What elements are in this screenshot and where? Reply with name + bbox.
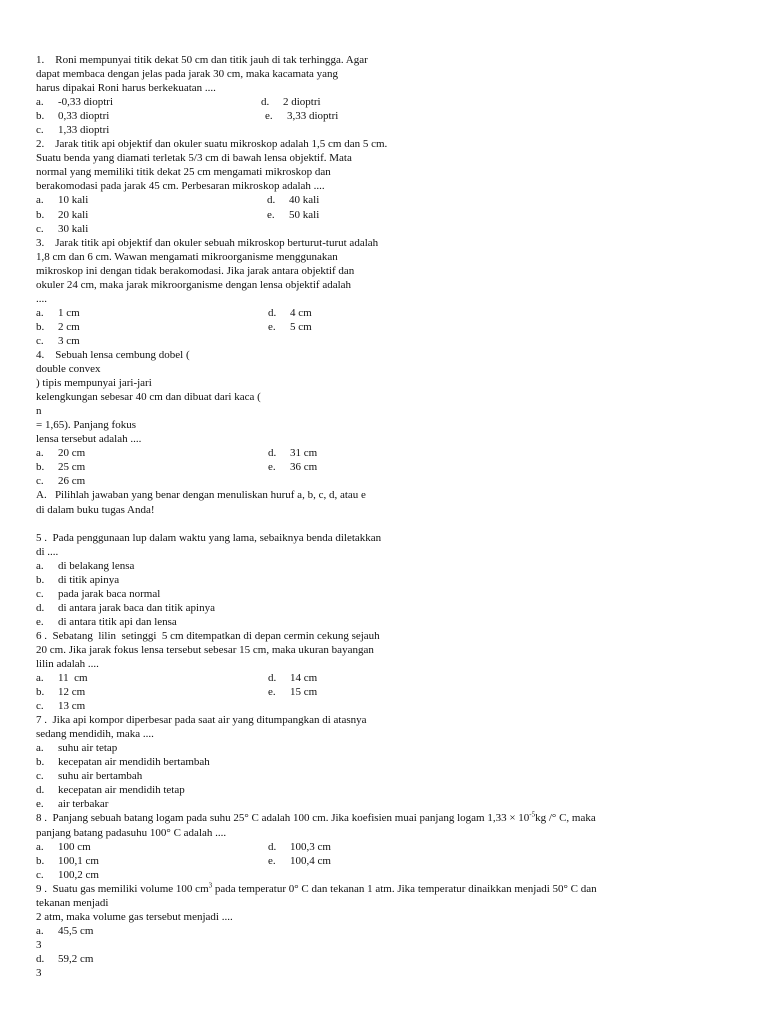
option-row	[36, 587, 736, 601]
option-row	[36, 615, 736, 629]
question-text: dapat membaca dengan jelas pada jarak 30 cm, maka kacamata yang	[36, 68, 339, 81]
option-row	[36, 840, 736, 854]
option-text: 36 cm	[290, 461, 318, 474]
question-3	[36, 236, 736, 348]
question-text-part: 9 . Suatu gas memiliki volume 100 cm	[36, 882, 209, 895]
option-key: b.	[36, 208, 45, 221]
option-row	[36, 193, 736, 207]
option-text: 11 cm	[58, 672, 88, 685]
option-row	[36, 306, 736, 320]
option-text: 10 kali	[58, 194, 89, 207]
question-text	[36, 811, 736, 825]
option-row	[36, 573, 736, 587]
option-text: 13 cm	[58, 700, 86, 713]
question-text: 1. Roni mempunyai titik dekat 50 cm dan titik jauh di tak terhingga. Agar	[36, 54, 368, 66]
option-row	[36, 334, 736, 348]
option-key: c.	[36, 587, 44, 600]
option-key: a.	[36, 559, 44, 572]
option-key: e.	[267, 208, 275, 221]
question-text: 2. Jarak titik api objektif dan okuler suatu mikroskop adalah 1,5 cm dan 5 cm.	[36, 138, 388, 151]
option-text: 5 cm	[290, 320, 312, 333]
question-text-part: pada temperatur 0° C dan tekanan 1 atm. Jika temperatur dinaikkan menjadi 50° C dan	[212, 882, 597, 895]
question-4	[36, 348, 736, 488]
option-text: pada jarak baca normal	[58, 587, 161, 600]
question-text: 7 . Jika api kompor diperbesar pada saat air yang ditumpangkan di atasnya	[36, 714, 367, 727]
question-text: okuler 24 cm, maka jarak mikroorganisme dengan lensa objektif adalah	[36, 278, 352, 291]
question-text: double convex	[36, 363, 101, 376]
option-row	[36, 222, 736, 236]
exponent: 3	[208, 881, 213, 890]
option-key: d.	[268, 840, 277, 853]
option-key: b.	[36, 854, 45, 867]
option-key: b.	[36, 573, 45, 586]
option-key: c.	[36, 124, 44, 137]
option-row	[36, 559, 736, 573]
option-key: a.	[36, 742, 44, 755]
option-text: kecepatan air mendidih tetap	[58, 784, 185, 797]
question-text: mikroskop ini dengan tidak berakomodasi. Jika jarak antara objektif dan	[36, 264, 355, 277]
option-key: e.	[268, 686, 276, 699]
option-key: c.	[36, 334, 44, 347]
instruction-text: di dalam buku tugas Anda!	[36, 503, 155, 516]
unit-exponent-line: 3	[36, 967, 42, 979]
question-text: 4. Sebuah lensa cembung dobel (	[36, 348, 190, 361]
option-row	[36, 446, 736, 460]
option-key: a.	[36, 840, 44, 853]
option-row	[36, 109, 736, 123]
option-row	[36, 685, 736, 699]
question-text: 2 atm, maka volume gas tersebut menjadi ....	[36, 910, 233, 923]
question-text: lilin adalah ....	[36, 657, 99, 670]
option-key: e.	[36, 798, 44, 811]
option-key: d.	[268, 306, 277, 319]
question-text: n	[36, 405, 42, 418]
option-row	[36, 741, 736, 755]
option-key: a.	[36, 96, 44, 109]
question-text-part: 8 . Panjang sebuah batang logam pada suhu 25° C adalah 100 cm. Jika koefisien muai panjang logam 1,33 × 10	[36, 812, 530, 825]
option-text: -0,33 dioptri	[58, 96, 113, 109]
option-key: d.	[268, 447, 277, 460]
question-text: 20 cm. Jika jarak fokus lensa tersebut sebesar 15 cm, maka ukuran bayangan	[36, 643, 374, 656]
option-text: 100,1 cm	[58, 854, 99, 867]
section-instruction	[36, 488, 736, 530]
option-key: c.	[36, 222, 44, 235]
option-key: a.	[36, 194, 44, 207]
option-text: 1 cm	[58, 306, 80, 319]
option-text: 100,4 cm	[290, 854, 331, 867]
option-row	[36, 854, 736, 868]
option-row	[36, 474, 736, 488]
option-key: e.	[268, 854, 276, 867]
option-text: 30 kali	[58, 222, 89, 235]
option-row	[36, 868, 736, 882]
option-text: 59,2 cm	[58, 952, 94, 965]
option-text: 100,3 cm	[290, 840, 331, 853]
option-row	[36, 601, 736, 615]
option-text: suhu air bertambah	[58, 770, 143, 783]
option-key: e.	[268, 461, 276, 474]
option-key: a.	[36, 306, 44, 319]
option-key: d.	[267, 194, 276, 207]
question-8	[36, 811, 736, 881]
option-text: di antara jarak baca dan titik apinya	[58, 601, 215, 614]
question-5	[36, 531, 736, 629]
option-key: e.	[36, 615, 44, 628]
option-key: b.	[36, 756, 45, 769]
option-text: 40 kali	[289, 194, 320, 207]
option-key: d.	[268, 672, 277, 685]
option-text: 2 cm	[58, 320, 80, 333]
option-row	[36, 123, 736, 137]
option-text: 3,33 dioptri	[287, 110, 339, 123]
option-text: 100 cm	[58, 840, 91, 853]
question-text: normal yang memiliki titik dekat 25 cm mengamati mikroskop dan	[36, 166, 331, 179]
option-text: di titik apinya	[58, 573, 120, 586]
option-key: c.	[36, 868, 44, 881]
option-text: 20 cm	[58, 447, 86, 460]
option-text: 45,5 cm	[58, 924, 94, 937]
question-text: = 1,65). Panjang fokus	[36, 419, 136, 432]
option-text: 26 cm	[58, 475, 86, 488]
option-text: 4 cm	[290, 306, 312, 319]
option-key: d.	[36, 601, 45, 614]
option-key: a.	[36, 447, 44, 460]
question-text: Suatu benda yang diamati terletak 5/3 cm di bawah lensa objektif. Mata	[36, 152, 352, 165]
question-text: berakomodasi pada jarak 45 cm. Perbesaran mikroskop adalah ....	[36, 180, 325, 193]
option-row	[36, 755, 736, 769]
option-text: suhu air tetap	[58, 742, 118, 755]
question-text: ) tipis mempunyai jari-jari	[36, 377, 152, 390]
option-text: air terbakar	[58, 798, 109, 811]
option-text: 1,33 dioptri	[58, 124, 110, 137]
option-key: b.	[36, 461, 45, 474]
question-9	[36, 882, 736, 980]
question-6	[36, 629, 736, 713]
option-text: 50 kali	[289, 208, 320, 221]
option-key: d.	[36, 952, 45, 965]
spacer	[36, 517, 736, 531]
question-text: lensa tersebut adalah ....	[36, 433, 142, 446]
option-row	[36, 924, 736, 938]
option-row	[36, 460, 736, 474]
question-7	[36, 713, 736, 811]
option-row	[36, 769, 736, 783]
question-text: 1,8 cm dan 6 cm. Wawan mengamati mikroorganisme menggunakan	[36, 250, 338, 263]
question-text: kelengkungan sebesar 40 cm dan dibuat dari kaca (	[36, 391, 261, 404]
option-key: c.	[36, 475, 44, 488]
option-row	[36, 699, 736, 713]
option-key: e.	[265, 110, 273, 123]
question-text: 5 . Pada penggunaan lup dalam waktu yang lama, sebaiknya benda diletakkan	[36, 531, 382, 544]
option-key: a.	[36, 672, 44, 685]
option-key: c.	[36, 770, 44, 783]
option-key: a.	[36, 924, 44, 937]
option-row	[36, 952, 736, 966]
question-text: ....	[36, 292, 47, 305]
question-text: 6 . Sebatang lilin setinggi 5 cm ditempatkan di depan cermin cekung sejauh	[36, 629, 380, 642]
option-key: d.	[36, 784, 45, 797]
question-text: tekanan menjadi	[36, 896, 109, 909]
option-text: 100,2 cm	[58, 868, 99, 881]
option-key: b.	[36, 320, 45, 333]
option-key: b.	[36, 686, 45, 699]
option-text: 31 cm	[290, 447, 318, 460]
option-text: 2 dioptri	[283, 96, 321, 109]
question-text: sedang mendidih, maka ....	[36, 728, 154, 741]
option-row	[36, 320, 736, 334]
question-2	[36, 137, 736, 235]
question-text-part: kg /° C, maka	[535, 812, 596, 825]
instruction-text: A. Pilihlah jawaban yang benar dengan menuliskan huruf a, b, c, d, atau e	[36, 489, 366, 502]
option-key: e.	[268, 320, 276, 333]
option-row	[36, 671, 736, 685]
option-text: 14 cm	[290, 672, 318, 685]
option-row	[36, 783, 736, 797]
question-text	[36, 882, 736, 896]
option-text: 15 cm	[290, 686, 318, 699]
option-text: 3 cm	[58, 334, 80, 347]
question-text: panjang batang padasuhu 100° C adalah ....	[36, 826, 227, 839]
option-key: d.	[261, 96, 270, 109]
option-text: kecepatan air mendidih bertambah	[58, 756, 210, 769]
option-key: c.	[36, 700, 44, 713]
question-1	[36, 53, 736, 137]
option-row	[36, 95, 736, 109]
option-text: 25 cm	[58, 461, 86, 474]
option-text: di antara titik api dan lensa	[58, 615, 177, 628]
option-key: b.	[36, 110, 45, 123]
option-text: di belakang lensa	[58, 559, 135, 572]
unit-exponent-line: 3	[36, 938, 42, 951]
question-text: harus dipakai Roni harus berkekuatan ....	[36, 82, 216, 95]
exponent: -5	[529, 810, 536, 819]
option-text: 12 cm	[58, 686, 86, 699]
question-text: di ....	[36, 545, 59, 558]
worksheet	[36, 53, 736, 980]
option-text: 0,33 dioptri	[58, 110, 110, 123]
option-text: 20 kali	[58, 208, 89, 221]
question-text: 3. Jarak titik api objektif dan okuler sebuah mikroskop berturut-turut adalah	[36, 236, 379, 249]
option-row	[36, 208, 736, 222]
option-row	[36, 797, 736, 811]
